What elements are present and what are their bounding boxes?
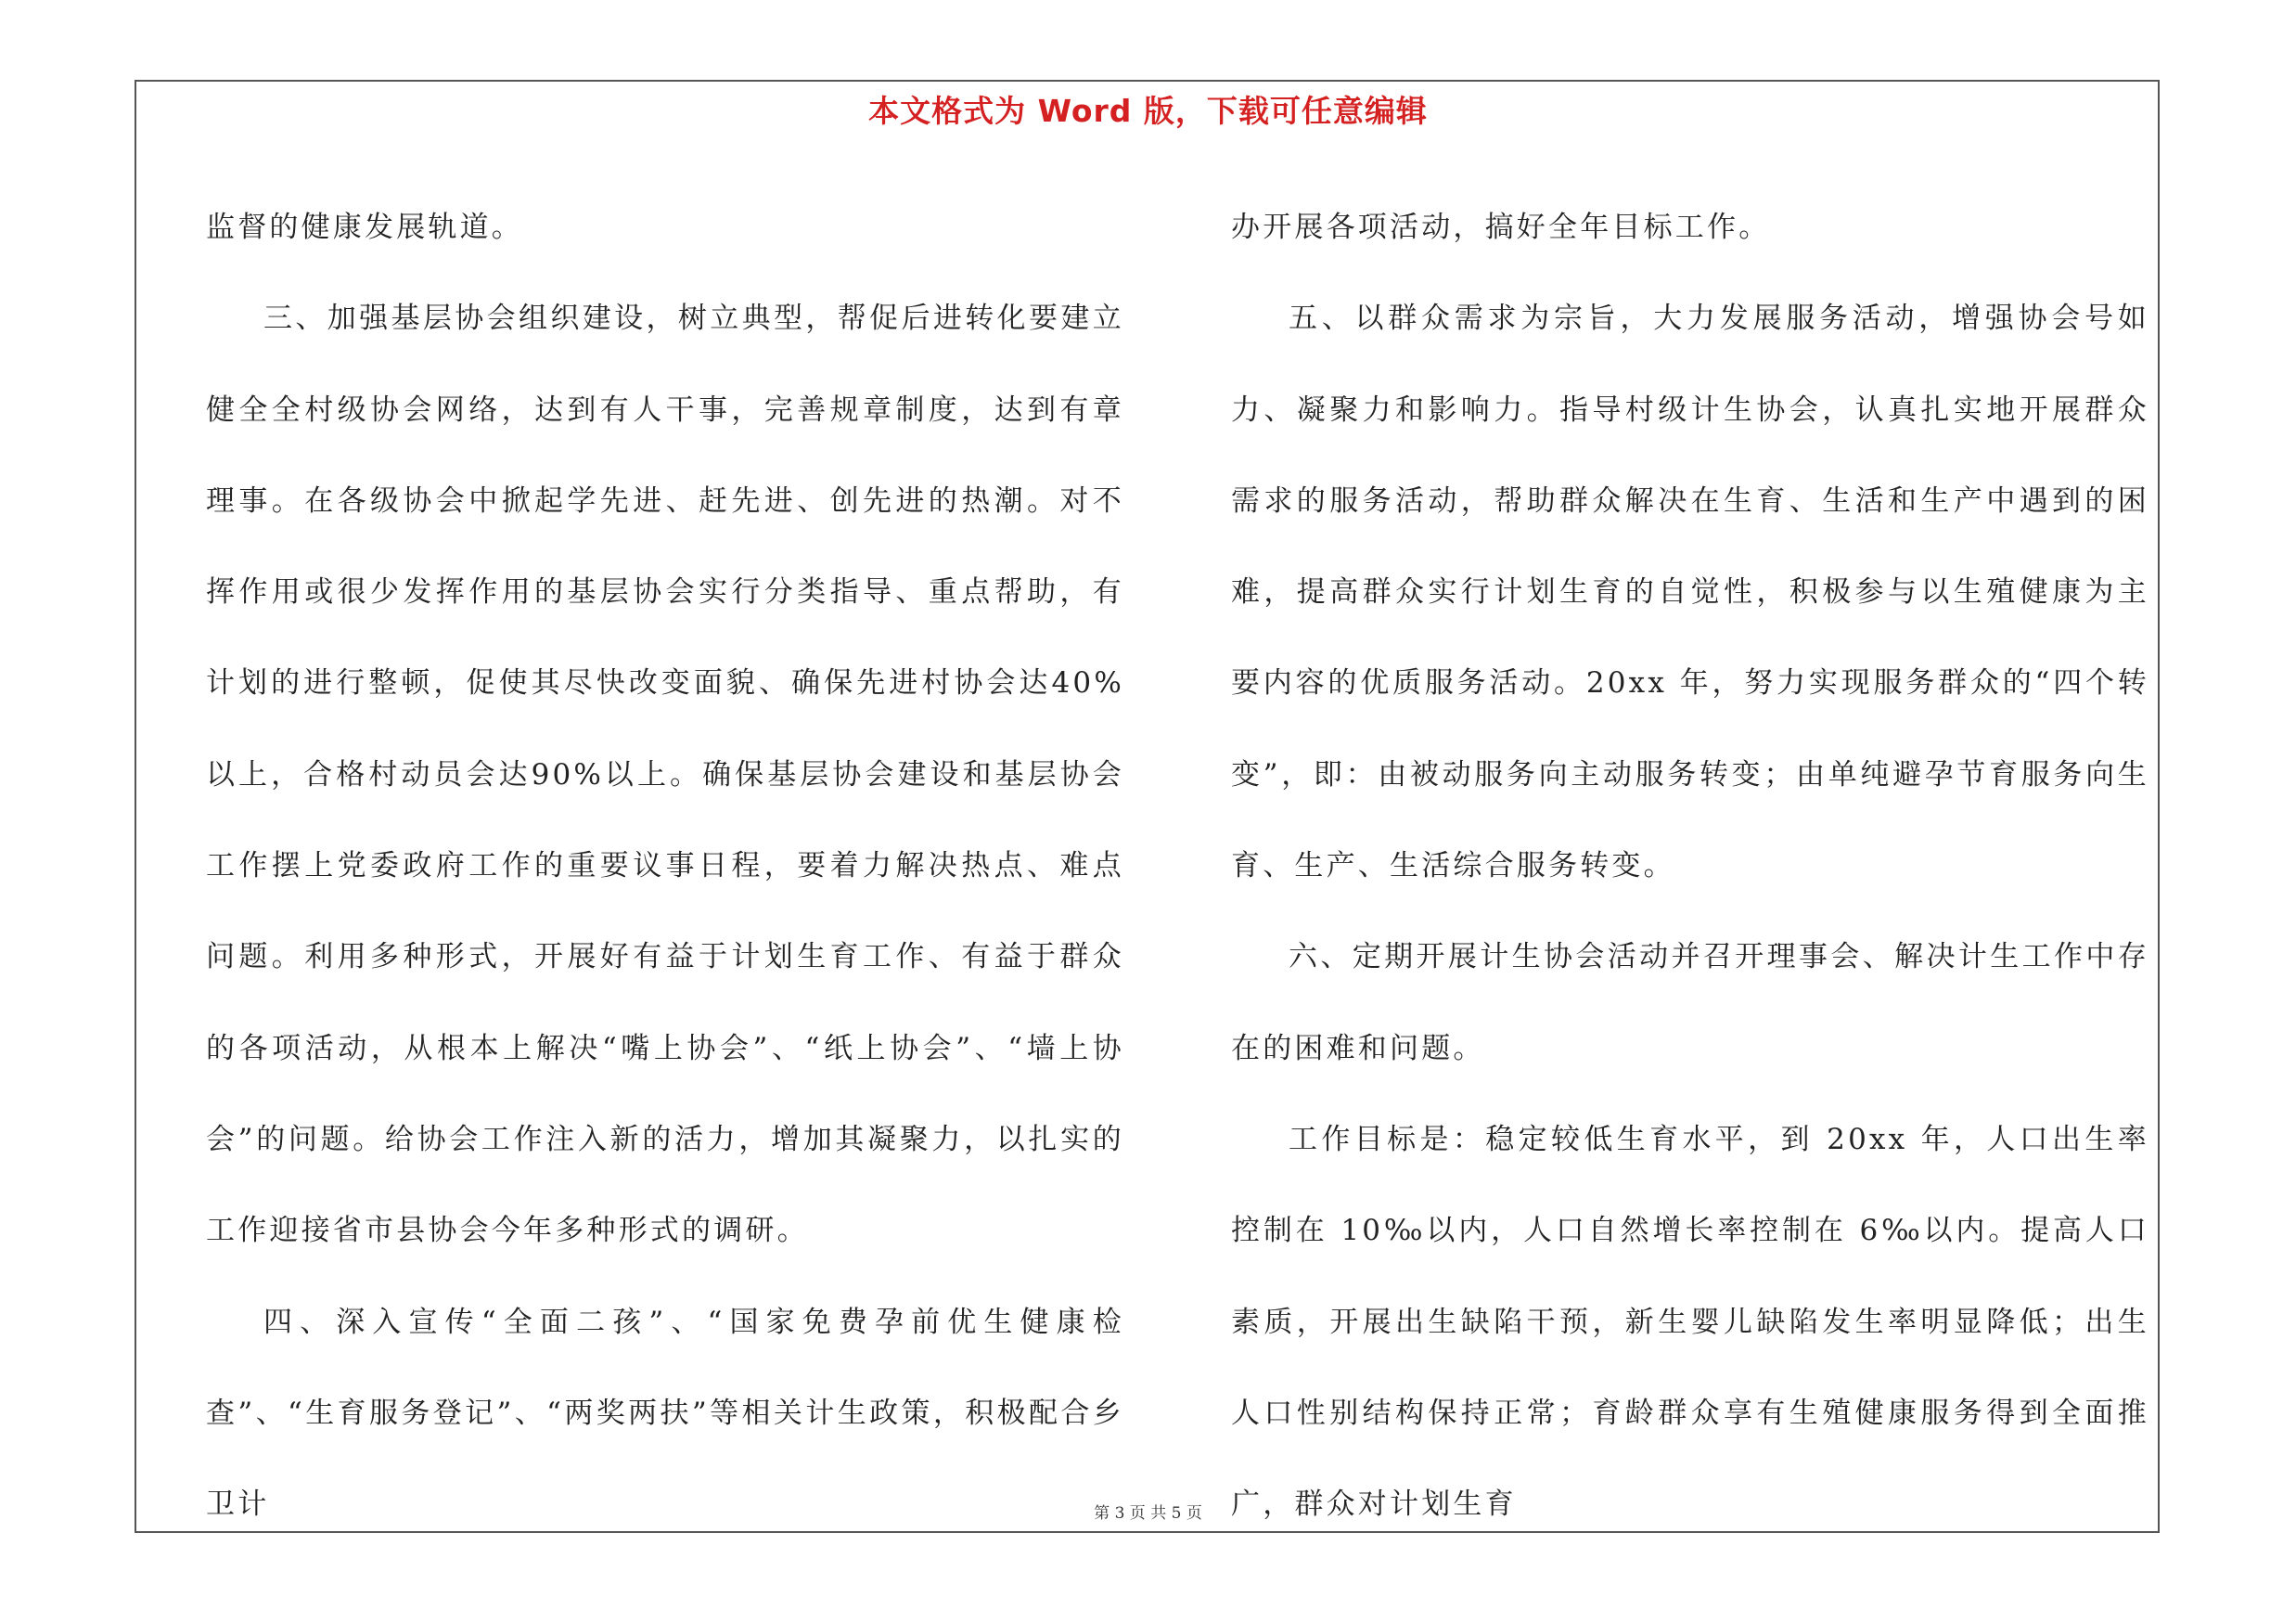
page-number: 第 3 页 共 5 页 [1094,1504,1202,1523]
paragraph: 五、以群众需求为宗旨，大力发展服务活动，增强协会号如力、凝聚力和影响力。指导村级计生协会，认真扎实地开展群众需求的服务活动，帮助群众解决在生育、生活和生产中遇到的困难，提高群众实行计划生育的自觉性，积极参与以生殖健康为主要内容的优质服务活动。20xx 年，努力实现服务群众的“四个转变”，即：由被动服务向主动服务转变；由单纯避孕节育服务向生育、生产、生活综合服务转变。 [1231,302,2149,883]
word-format-banner: 本文格式为 Word 版，下载可任意编辑 [868,93,1428,129]
paragraph: 监督的健康发展轨道。 [206,211,523,244]
right-column [1231,182,2149,1550]
paragraph: 六、定期开展计生协会活动并召开理事会、解决计生工作中存在的困难和问题。 [1231,940,2149,1065]
paragraph: 办开展各项活动，搞好全年目标工作。 [1231,211,1771,244]
paragraph: 工作目标是：稳定较低生育水平，到 20xx 年，人口出生率控制在 10‰以内，人口自然增长率控制在 6‰以内。提高人口素质，开展出生缺陷干预，新生婴儿缺陷发生率明显降低；出生人口性别结构保持正常；育龄群众享有生殖健康服务得到全面推广，群众对计划生育 [1231,1122,2149,1522]
paragraph: 三、加强基层协会组织建设，树立典型，帮促后进转化要建立健全全村级协会网络，达到有人干事，完善规章制度，达到有章理事。在各级协会中掀起学先进、赶先进、创先进的热潮。对不挥作用或很少发挥作用的基层协会实行分类指导、重点帮助，有计划的进行整顿，促使其尽快改变面貌、确保先进村协会达40%以上，合格村动员会达90%以上。确保基层协会建设和基层协会工作摆上党委政府工作的重要议事日程，要着力解决热点、难点问题。利用多种形式，开展好有益于计划生育工作、有益于群众的各项活动，从根本上解决“嘴上协会”、“纸上协会”、“墙上协会”的问题。给协会工作注入新的活力，增加其凝聚力，以扎实的工作迎接省市县协会今年多种形式的调研。 [206,302,1124,1248]
left-column [206,182,1124,1550]
paragraph: 四、深入宣传“全面二孩”、“国家免费孕前优生健康检查”、“生育服务登记”、“两奖两扶”等相关计生政策，积极配合乡卫计 [206,1305,1124,1522]
